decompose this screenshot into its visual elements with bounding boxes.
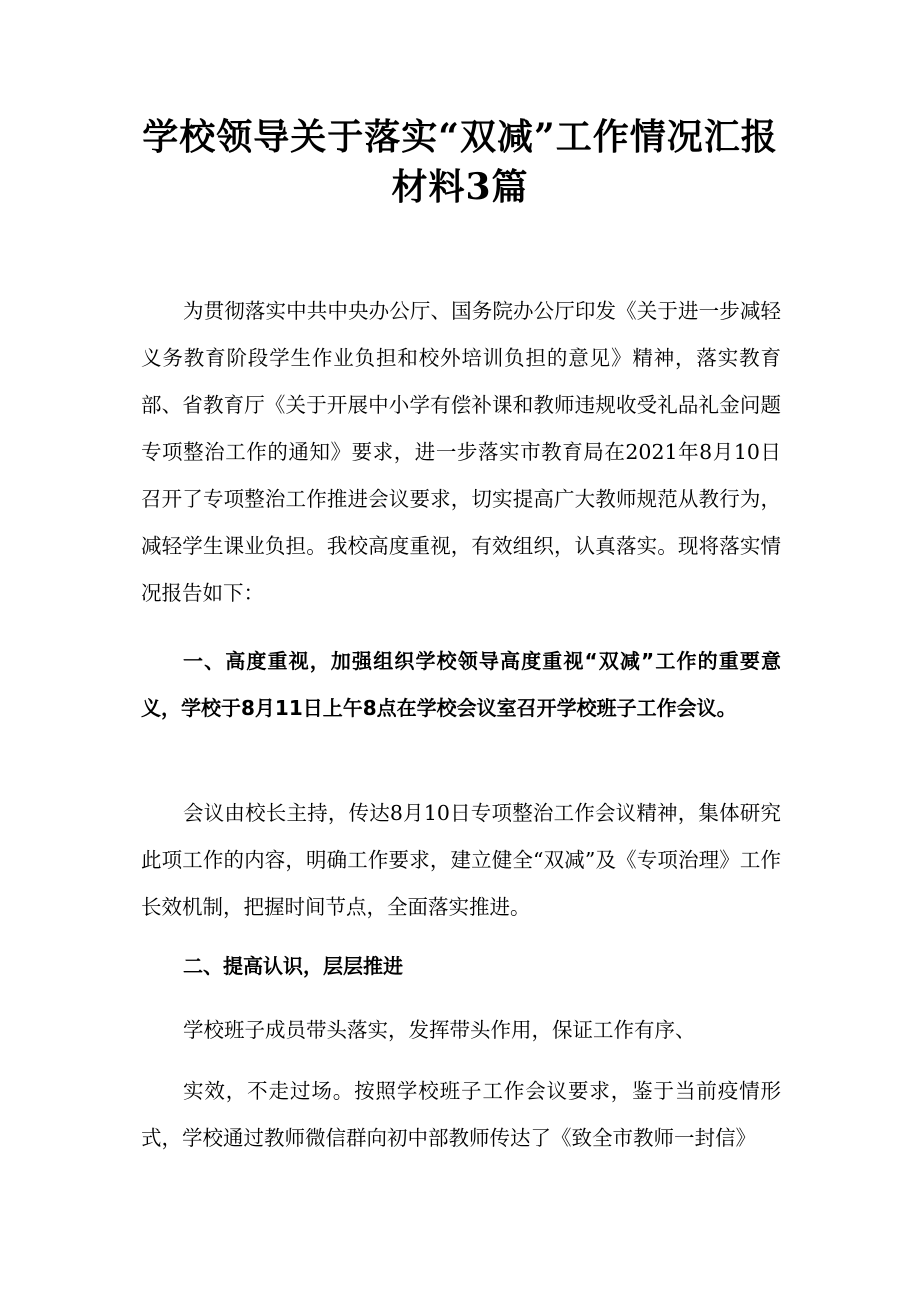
leadership-paragraph: 学校班子成员带头落实，发挥带头作用，保证工作有序、 [183, 1018, 696, 1042]
section-heading-2: 二、提高认识，层层推进 [183, 954, 403, 978]
intro-paragraph: 为贯彻落实中共中央办公厅、国务院办公厅印发《关于进一步减轻义务教育阶段学生作业负担和校外培训负担的意见》精神，落实教育部、省教育厅《关于开展中小学有偿补课和教师违规收受礼品礼金问题专项整治工作的通知》要求，进一步落实市教育局在2021年8月10日召开了专项整治工作推进会议要求，切实提高广大教师规范从教行为，减轻学生课业负担。我校高度重视，有效组织，认真落实。现将落实情况报告如下： [141, 299, 781, 605]
section-heading-1: 一、高度重视，加强组织学校领导高度重视“双减”工作的重要意义，学校于8月11日上午8点在学校会议室召开学校班子工作会议。 [141, 649, 781, 720]
meeting-paragraph: 会议由校长主持，传达8月10日专项整治工作会议精神，集体研究此项工作的内容，明确工作要求，建立健全“双减”及《专项治理》工作长效机制，把握时间节点，全面落实推进。 [141, 801, 781, 919]
document-title: 学校领导关于落实“双减”工作情况汇报材料3篇 [142, 116, 778, 208]
implementation-paragraph: 实效，不走过场。按照学校班子工作会议要求，鉴于当前疫情形式，学校通过教师微信群向初中部教师传达了《致全市教师一封信》 [141, 1079, 781, 1150]
